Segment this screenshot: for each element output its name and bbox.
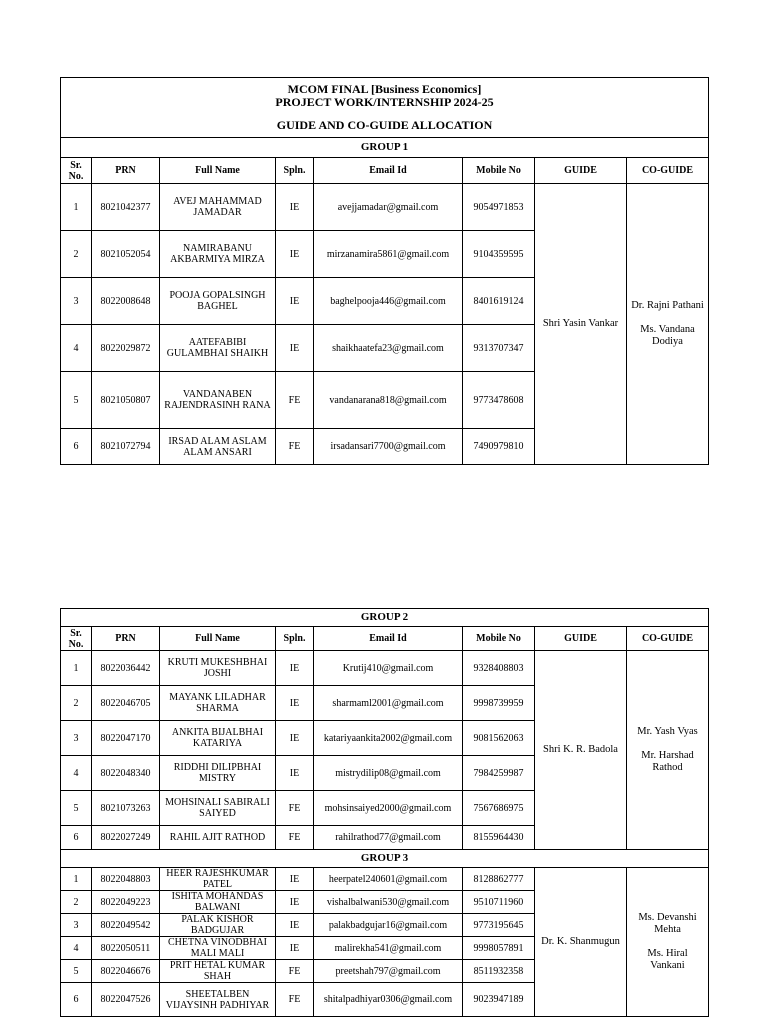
cell-sr: 1 xyxy=(61,651,92,686)
table-row xyxy=(61,184,709,231)
cell-email: irsadansari7700@gmail.com xyxy=(314,429,463,465)
cell-spln: FE xyxy=(276,429,314,465)
cell-spln: FE xyxy=(276,826,314,850)
cell-prn: 8021042377 xyxy=(92,184,160,231)
cell-spln: IE xyxy=(276,914,314,937)
cell-mobile: 9998739959 xyxy=(463,686,535,721)
title-line-3: GUIDE AND CO-GUIDE ALLOCATION xyxy=(276,118,493,132)
cell-email: mohsinsaiyed2000@gmail.com xyxy=(314,791,463,826)
cell-prn: 8022046705 xyxy=(92,686,160,721)
document-title xyxy=(61,78,709,138)
cell-sr: 4 xyxy=(61,937,92,960)
cell-name: AATEFABIBI GULAMBHAI SHAIKH xyxy=(160,325,276,372)
cell-prn: 8022027249 xyxy=(92,826,160,850)
cell-email: sharmaml2001@gmail.com xyxy=(314,686,463,721)
cell-sr: 5 xyxy=(61,372,92,429)
col-email: Email Id xyxy=(314,627,463,651)
group-2-heading: GROUP 2 xyxy=(61,609,709,627)
guide-cell: Shri K. R. Badola xyxy=(535,651,627,850)
cell-spln: IE xyxy=(276,891,314,914)
cell-email: heerpatel240601@gmail.com xyxy=(314,868,463,891)
table-row xyxy=(61,868,709,891)
cell-name: MOHSINALI SABIRALI SAIYED xyxy=(160,791,276,826)
cell-mobile: 9054971853 xyxy=(463,184,535,231)
cell-prn: 8021052054 xyxy=(92,231,160,278)
col-email: Email Id xyxy=(314,158,463,184)
coguide-name: Ms. Devanshi Mehta xyxy=(638,912,697,935)
cell-name: NAMIRABANU AKBARMIYA MIRZA xyxy=(160,231,276,278)
cell-prn: 8022050511 xyxy=(92,937,160,960)
cell-sr: 4 xyxy=(61,756,92,791)
cell-prn: 8022048803 xyxy=(92,868,160,891)
cell-email: katariyaankita2002@gmail.com xyxy=(314,721,463,756)
cell-name: AVEJ MAHAMMAD JAMADAR xyxy=(160,184,276,231)
cell-email: Krutij410@gmail.com xyxy=(314,651,463,686)
col-guide: GUIDE xyxy=(535,627,627,651)
guide-cell: Shri Yasin Vankar xyxy=(535,184,627,465)
header-row xyxy=(61,158,709,184)
cell-spln: IE xyxy=(276,721,314,756)
col-sr: Sr. No. xyxy=(61,627,92,651)
guide-cell: Dr. K. Shanmugun xyxy=(535,868,627,1017)
cell-spln: IE xyxy=(276,651,314,686)
cell-sr: 2 xyxy=(61,891,92,914)
cell-name: SHEETALBEN VIJAYSINH PADHIYAR xyxy=(160,983,276,1017)
cell-prn: 8022036442 xyxy=(92,651,160,686)
cell-sr: 6 xyxy=(61,826,92,850)
coguide-name: Ms. Vandana Dodiya xyxy=(640,324,695,347)
cell-spln: IE xyxy=(276,325,314,372)
col-prn: PRN xyxy=(92,627,160,651)
cell-mobile: 8128862777 xyxy=(463,868,535,891)
cell-name: CHETNA VINODBHAI MALI MALI xyxy=(160,937,276,960)
cell-email: shitalpadhiyar0306@gmail.com xyxy=(314,983,463,1017)
col-mobile: Mobile No xyxy=(463,158,535,184)
cell-spln: FE xyxy=(276,983,314,1017)
cell-email: mirzanamira5861@gmail.com xyxy=(314,231,463,278)
cell-mobile: 7490979810 xyxy=(463,429,535,465)
cell-email: baghelpooja446@gmail.com xyxy=(314,278,463,325)
cell-mobile: 7567686975 xyxy=(463,791,535,826)
cell-sr: 2 xyxy=(61,231,92,278)
cell-sr: 5 xyxy=(61,960,92,983)
cell-sr: 1 xyxy=(61,184,92,231)
cell-prn: 8022048340 xyxy=(92,756,160,791)
col-mobile: Mobile No xyxy=(463,627,535,651)
cell-sr: 2 xyxy=(61,686,92,721)
header-row xyxy=(61,627,709,651)
cell-sr: 3 xyxy=(61,278,92,325)
col-spln: Spln. xyxy=(276,158,314,184)
table-row xyxy=(61,651,709,686)
group-3-heading: GROUP 3 xyxy=(61,850,709,868)
cell-name: HEER RAJESHKUMAR PATEL xyxy=(160,868,276,891)
cell-mobile: 9328408803 xyxy=(463,651,535,686)
cell-email: palakbadgujar16@gmail.com xyxy=(314,914,463,937)
cell-prn: 8021073263 xyxy=(92,791,160,826)
cell-mobile: 9998057891 xyxy=(463,937,535,960)
cell-email: vishalbalwani530@gmail.com xyxy=(314,891,463,914)
cell-prn: 8021072794 xyxy=(92,429,160,465)
cell-name: ISHITA MOHANDAS BALWANI xyxy=(160,891,276,914)
cell-name: VANDANABEN RAJENDRASINH RANA xyxy=(160,372,276,429)
allocation-table-2 xyxy=(60,608,709,1017)
cell-sr: 1 xyxy=(61,868,92,891)
cell-prn: 8022049223 xyxy=(92,891,160,914)
cell-name: RIDDHI DILIPBHAI MISTRY xyxy=(160,756,276,791)
cell-mobile: 8155964430 xyxy=(463,826,535,850)
cell-name: MAYANK LILADHAR SHARMA xyxy=(160,686,276,721)
cell-spln: FE xyxy=(276,372,314,429)
cell-spln: IE xyxy=(276,937,314,960)
cell-name: PALAK KISHOR BADGUJAR xyxy=(160,914,276,937)
cell-spln: IE xyxy=(276,231,314,278)
cell-prn: 8022047170 xyxy=(92,721,160,756)
cell-email: shaikhaatefa23@gmail.com xyxy=(314,325,463,372)
coguide-name: Mr. Harshad Rathod xyxy=(641,750,694,773)
cell-mobile: 8401619124 xyxy=(463,278,535,325)
cell-name: IRSAD ALAM ASLAM ALAM ANSARI xyxy=(160,429,276,465)
allocation-table-1 xyxy=(60,77,709,465)
col-spln: Spln. xyxy=(276,627,314,651)
cell-sr: 4 xyxy=(61,325,92,372)
cell-name: POOJA GOPALSINGH BAGHEL xyxy=(160,278,276,325)
cell-email: vandanarana818@gmail.com xyxy=(314,372,463,429)
cell-spln: IE xyxy=(276,278,314,325)
cell-email: rahilrathod77@gmail.com xyxy=(314,826,463,850)
coguide-name: Dr. Rajni Pathani xyxy=(631,300,704,311)
cell-spln: IE xyxy=(276,756,314,791)
col-guide: GUIDE xyxy=(535,158,627,184)
cell-mobile: 9313707347 xyxy=(463,325,535,372)
coguide-cell xyxy=(627,184,709,465)
cell-prn: 8021050807 xyxy=(92,372,160,429)
coguide-cell xyxy=(627,868,709,1017)
cell-email: mistrydilip08@gmail.com xyxy=(314,756,463,791)
group-1-heading: GROUP 1 xyxy=(61,138,709,158)
coguide-name: Mr. Yash Vyas xyxy=(637,726,698,737)
cell-mobile: 9773195645 xyxy=(463,914,535,937)
cell-sr: 6 xyxy=(61,429,92,465)
col-name: Full Name xyxy=(160,158,276,184)
title-line-1: MCOM FINAL [Business Economics] xyxy=(287,82,482,96)
cell-mobile: 9510711960 xyxy=(463,891,535,914)
cell-email: malirekha541@gmail.com xyxy=(314,937,463,960)
cell-prn: 8022008648 xyxy=(92,278,160,325)
col-name: Full Name xyxy=(160,627,276,651)
col-prn: PRN xyxy=(92,158,160,184)
col-coguide: CO-GUIDE xyxy=(627,158,709,184)
cell-mobile: 9081562063 xyxy=(463,721,535,756)
col-coguide: CO-GUIDE xyxy=(627,627,709,651)
cell-mobile: 9023947189 xyxy=(463,983,535,1017)
cell-email: preetshah797@gmail.com xyxy=(314,960,463,983)
cell-mobile: 7984259987 xyxy=(463,756,535,791)
col-sr: Sr. No. xyxy=(61,158,92,184)
cell-name: ANKITA BIJALBHAI KATARIYA xyxy=(160,721,276,756)
cell-name: RAHIL AJIT RATHOD xyxy=(160,826,276,850)
coguide-cell xyxy=(627,651,709,850)
cell-sr: 3 xyxy=(61,914,92,937)
cell-spln: IE xyxy=(276,686,314,721)
cell-email: avejjamadar@gmail.com xyxy=(314,184,463,231)
cell-mobile: 9104359595 xyxy=(463,231,535,278)
cell-spln: IE xyxy=(276,184,314,231)
cell-mobile: 8511932358 xyxy=(463,960,535,983)
cell-spln: FE xyxy=(276,791,314,826)
cell-prn: 8022046676 xyxy=(92,960,160,983)
cell-mobile: 9773478608 xyxy=(463,372,535,429)
cell-spln: IE xyxy=(276,868,314,891)
cell-name: PRIT HETAL KUMAR SHAH xyxy=(160,960,276,983)
cell-prn: 8022029872 xyxy=(92,325,160,372)
cell-sr: 5 xyxy=(61,791,92,826)
title-line-2: PROJECT WORK/INTERNSHIP 2024-25 xyxy=(275,95,494,109)
cell-name: KRUTI MUKESHBHAI JOSHI xyxy=(160,651,276,686)
cell-sr: 6 xyxy=(61,983,92,1017)
cell-prn: 8022047526 xyxy=(92,983,160,1017)
cell-sr: 3 xyxy=(61,721,92,756)
coguide-name: Ms. Hiral Vankani xyxy=(647,948,688,971)
cell-spln: FE xyxy=(276,960,314,983)
cell-prn: 8022049542 xyxy=(92,914,160,937)
